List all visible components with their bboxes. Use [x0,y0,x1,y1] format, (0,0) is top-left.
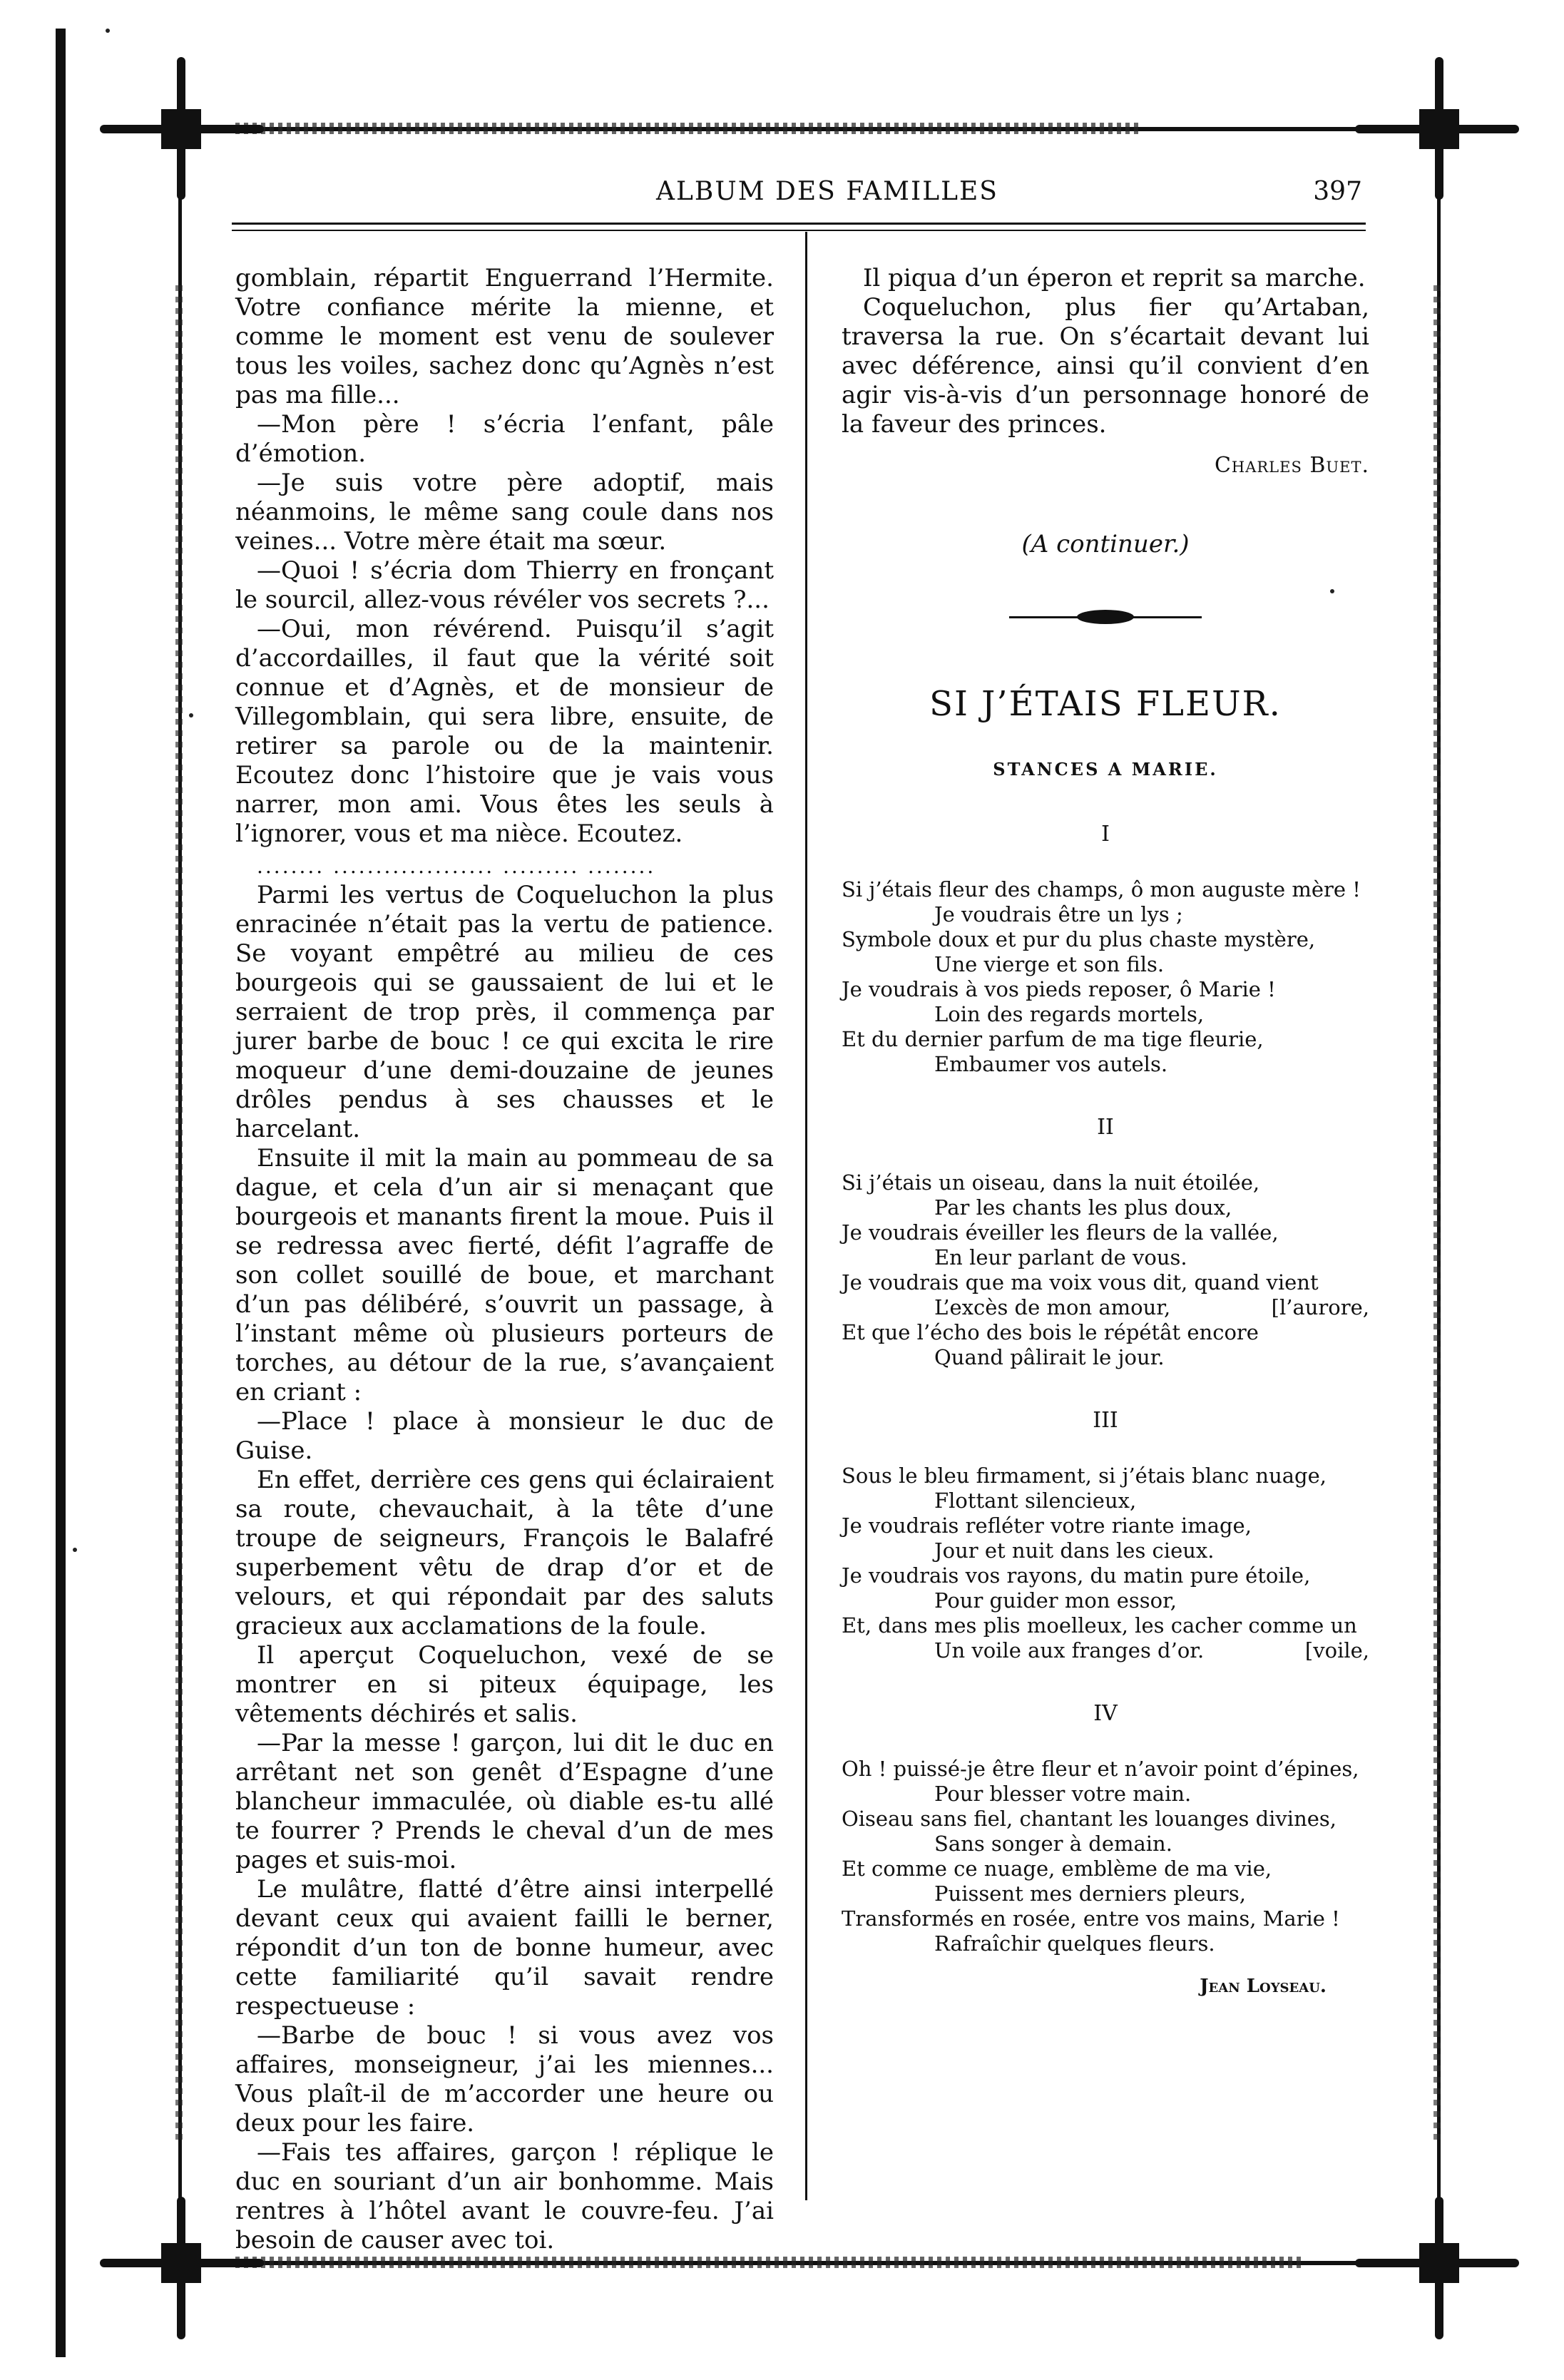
paragraph: —Fais tes affaires, garçon ! réplique le duc en souriant d’un air bonhomme. Mais rentres à l’hôtel avant le couvre-feu. J’ai besoin de causer avec toi. [235,2138,774,2254]
stanza-number: III [1093,1408,1118,1433]
stanza-number: I [1101,822,1110,847]
poem-line: Je voudrais refléter votre riante image, [842,1513,1252,1538]
page-number: 397 [1313,177,1362,206]
corner-ornament-bottom-right-arm [1355,2259,1519,2267]
header-rule-thin [232,230,1366,231]
corner-ornament-top-right-arm [1355,125,1519,133]
author-signature: Charles Buet. [1214,453,1369,478]
stanza [842,1464,1369,1663]
poem-line: Puissent mes derniers pleurs, [934,1881,1247,1906]
stanza-number: II [1097,1115,1114,1140]
poem-line: Je voudrais éveiller les fleurs de la vallée, [842,1220,1279,1245]
poem-line: Quand pâlirait le jour. [934,1345,1165,1369]
paragraph: Il piqua d’un éperon et reprit sa marche. [863,264,1366,292]
frame-bottom-wave [235,2257,1305,2268]
running-title: ALBUM DES FAMILLES [656,177,998,206]
paragraph: —Quoi ! s’écria dom Thierry en fronçant le sourcil, allez-vous révéler vos secrets ?... [235,556,774,614]
poem-line: Je voudrais à vos pieds reposer, ô Marie ! [842,977,1276,1001]
paragraph: —Mon père ! s’écria l’enfant, pâle d’émotion. [235,410,774,468]
poem-line: Rafraîchir quelques fleurs. [934,1931,1215,1956]
right-column [842,264,1369,2001]
paragraph: En effet, derrière ces gens qui éclairaient sa route, chevauchait, à la tête d’une troupe de seigneurs, François le Balafré superbement vêtu de drap d’or et de velours, et qui répondait par des saluts gracieux aux acclamations de la foule. [235,1466,774,1640]
poem-line: Et du dernier parfum de ma tige fleurie, [842,1027,1264,1051]
paragraph: Ensuite il mit la main au pommeau de sa dague, et cela d’un air si menaçant que bourgeois et manants firent la moue. Puis il se redressa avec fierté, défit l’agraffe de son collet souillé de boue, et marchant d’un pas délibéré, s’ouvrit un passage, à l’instant même où plusieurs porteurs de torches, au détour de la rue, s’avançaient en criant : [235,1144,774,1406]
paragraph: —Barbe de bouc ! si vous avez vos affaires, monseigneur, j’ai les miennes... Vous plaît-il de m’accorder une heure ou deux pour les faire. [235,2021,774,2138]
left-column [235,264,774,2255]
paragraph: gomblain, répartit Enguerrand l’Hermite. Votre confiance mérite la mienne, et comme le moment est venu de soulever tous les voiles, sachez donc qu’Agnès n’est pas ma fille... [235,264,774,409]
poem-line: Et comme ce nuage, emblème de ma vie, [842,1856,1272,1881]
poem-line-carryover: [voile, [1304,1638,1369,1663]
stanza [842,877,1369,1077]
frame-top-wave [235,123,1141,134]
paragraph: —Place ! place à monsieur le duc de Guise. [235,1407,774,1465]
corner-ornament-top-left-arm [100,125,264,133]
poem-line: Jour et nuit dans les cieux. [934,1538,1215,1563]
poem-line: Embaumer vos autels. [934,1052,1168,1076]
poem-line: Si j’étais fleur des champs, ô mon auguste mère ! [842,877,1361,902]
poem-line: Et, dans mes plis moelleux, les cacher comme un [842,1613,1357,1638]
poem-line [842,1295,1369,1320]
poem-line: Pour guider mon essor, [934,1588,1177,1613]
poem-line-text: L’excès de mon amour, [934,1295,1171,1319]
poem-line: Par les chants les plus doux, [934,1195,1232,1220]
print-speck [189,713,193,717]
poem-line: Sous le bleu firmament, si j’étais blanc nuage, [842,1464,1327,1488]
column-divider [805,232,807,2200]
section-ornament [1009,616,1202,618]
paragraph: —Je suis votre père adoptif, mais néanmoins, le même sang coule dans nos veines... Votre mère était ma sœur. [235,469,774,556]
ornament-knot [1077,610,1134,624]
print-speck [73,1548,77,1552]
poem-line: Flottant silencieux, [934,1488,1137,1513]
poem-line: Je voudrais vos rayons, du matin pure étoile, [842,1563,1311,1588]
paragraph: Il aperçut Coqueluchon, vexé de se montrer en si piteux équipage, les vêtements déchirés et salis. [235,1641,774,1728]
poem-signature: Jean Loyseau. [1200,1976,1327,1997]
poem-line-carryover: [l’aurore, [1271,1295,1369,1319]
stanza-number: IV [1093,1701,1118,1726]
poem-line: Je voudrais être un lys ; [934,902,1183,926]
continuation-note: (A continuer.) [1021,530,1190,558]
poem-line: Et que l’écho des bois le répétât encore [842,1320,1259,1344]
poem-line-text: Un voile aux franges d’or. [934,1638,1205,1663]
poem-line [842,1638,1369,1663]
poem-line: Transformés en rosée, entre vos mains, Marie ! [842,1906,1340,1931]
binding-bar [56,29,66,2357]
frame-left-wave [175,285,183,2140]
paragraph: Parmi les vertus de Coqueluchon la plus enracinée n’était pas la vertu de patience. Se voyant empêtré au milieu de ces bourgeois qui se gaussaient de lui et le serraient de trop près, il commença par jurer barbe de bouc ! ce qui excita le rire moqueur d’une demi-douzaine de jeunes drôles pendus à ses chausses et le harcelant. [235,881,774,1143]
poem-line: Sans songer à demain. [934,1832,1172,1856]
paragraph: Coqueluchon, plus fier qu’Artaban, traversa la rue. On s’écartait devant lui avec déférence, ainsi qu’il convient d’en agir vis-à-vis d’un personnage honoré de la faveur des princes. [842,293,1369,439]
poem-line: En leur parlant de vous. [934,1245,1187,1270]
poem-line: Si j’étais un oiseau, dans la nuit étoilée, [842,1170,1260,1195]
poem-line: Une vierge et son fils. [934,952,1165,976]
corner-ornament-bottom-right-stem [1435,2197,1443,2339]
corner-ornament-bottom-left-arm [100,2259,264,2267]
poem-line: Oh ! puissé-je être fleur et n’avoir point d’épines, [842,1757,1359,1781]
paragraph: Le mulâtre, flatté d’être ainsi interpellé devant ceux qui avaient failli le berner, répondit d’un ton de bonne humeur, avec cette familiarité qu’il savait rendre respectueuse : [235,1875,774,2021]
header-rule [232,223,1366,225]
poem-subtitle: STANCES A MARIE. [993,759,1218,780]
frame-right-wave [1433,285,1441,2140]
stanza [842,1757,1369,1956]
print-speck [106,29,110,33]
paragraph: —Par la messe ! garçon, lui dit le duc en arrêtant net son genêt d’Espagne d’une blancheur immaculée, où diable es-tu allé te fourrer ? Prends le cheval d’un de mes pages et suis-moi. [235,1729,774,1874]
paragraph: —Oui, mon révérend. Puisqu’il s’agit d’accordailles, il faut que la vérité soit connue et d’Agnès, et de monsieur de Villegomblain, qui sera libre, ensuite, de retirer sa parole ou de la maintenir. Ecoutez donc l’histoire que je vais vous narrer, mon ami. Vous êtes les seuls à l’ignorer, vous et ma nièce. Ecoutez. [235,615,774,848]
poem-line: Symbole doux et pur du plus chaste mystère, [842,927,1316,951]
poem-line: Je voudrais que ma voix vous dit, quand vient [842,1270,1319,1294]
stanza [842,1170,1369,1370]
poem-line: Loin des regards mortels, [934,1002,1205,1026]
corner-ornament-bottom-left-stem [177,2197,185,2339]
poem-title: SI J’ÉTAIS FLEUR. [929,684,1282,724]
poem-line: Pour blesser votre main. [934,1782,1192,1806]
poem-line: Oiseau sans fiel, chantant les louanges divines, [842,1807,1337,1831]
section-break-dots: ........ ................... ......... ........ [257,854,656,878]
